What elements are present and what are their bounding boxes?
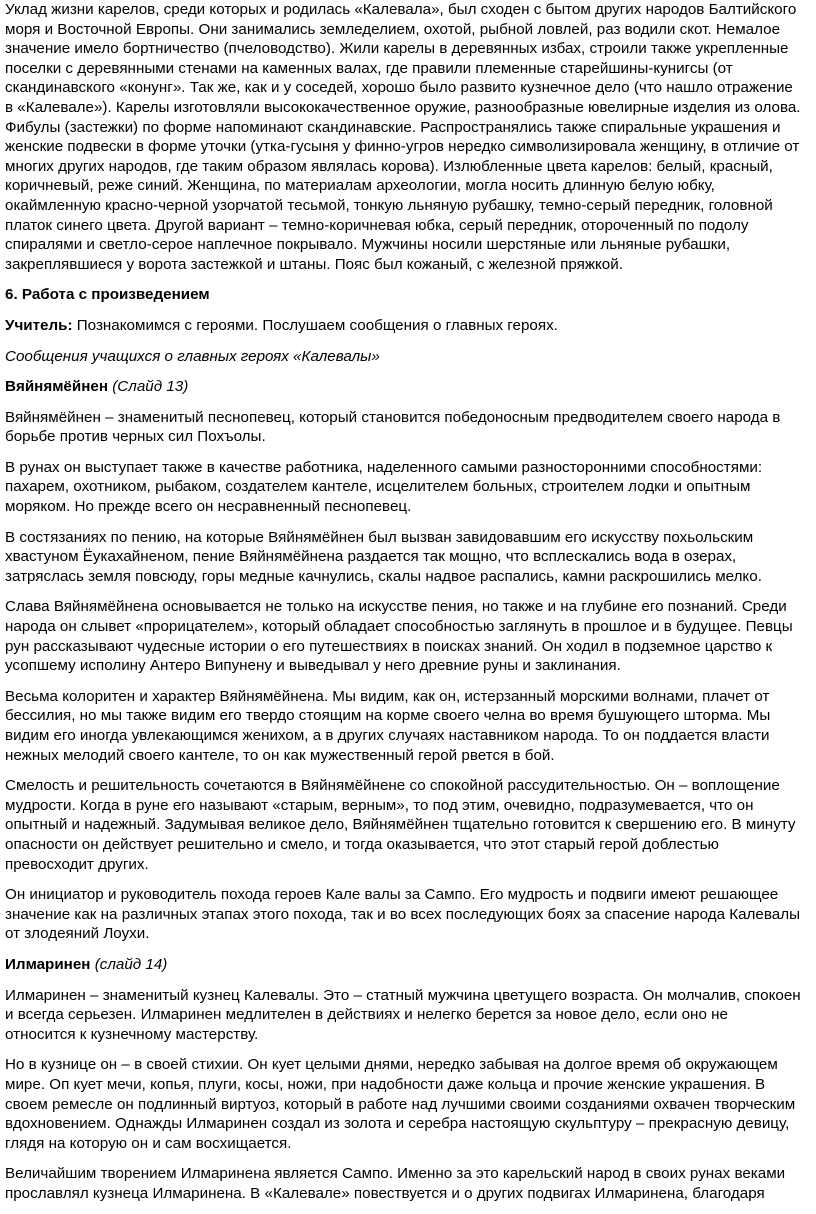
section-heading: 6. Работа с произведением [5,286,210,304]
hero2-paragraph: Илмаринен – знаменитый кузнец Калевалы. Это – статный мужчина цветущего возраста. Он молчалив, спокоен и всегда серьезен. Илмаринен медлителен в действиях и нелегко берется за новое дело, если оно не относится к кузнечному мастерству. [5,986,801,1043]
hero2-heading [5,955,801,975]
hero1-paragraph: В состязаниях по пению, на которые Вяйнямёйнен был вызван завидовавшим его искусству похьольским хвастуном Ёукахайненом, пение Вяйнямёйнена раздается так мощно, что всплескались вода в озерах, затряслась земля повсюду, горы медные качнулись, скалы надвое распались, камни раскрошились мелко. [5,528,762,585]
hero1-paragraph: Он инициатор и руководитель похода героев Кале валы за Сампо. Его мудрость и подвиги имеют решающее значение как на различных этапах этого похода, так и во всех последующих боях за спасение народа Калевалы от злодеяний Лоухи. [5,886,800,943]
hero2-name: Илмаринен [5,955,91,973]
teacher-text: Познакомимся с героями. Послушаем сообщения о главных героях. [72,316,558,334]
hero1-paragraph: В рунах он выступает также в качестве работника, наделенного самыми разносторонними способностями: пахарем, охотником, рыбаком, создателем кантеле, исцелителем больных, строителем лодки и опытным моряком. Но прежде всего он несравненный песнопевец. [5,458,763,516]
intro-paragraph: Уклад жизни карелов, среди которых и родилась «Калевала», был сходен с бытом других народов Балтийского моря и Восточной Европы. Они занимались земледелием, охотой, рыбной ловлей, раз водили скот. Немалое значение имело бортничество (пчеловодство). Жили карелы в деревянных избах, строили также укрепленные поселки с деревянными стенами на каменных валах, где правили племенные старейшины-кунигсы (от скандинавского «конунг». Так же, как и у соседей, хорошо было развито кузнечное дело (что нашло отражение в «Калевале»). Карелы изготовляли высококачественное оружие, разнообразные ювелирные изделия из олова. Фибулы (застежки) по форме напоминают скандинавские. Распространялись также спиральные украшения и женские подвески в форме уточки (утка-гусыня у финно-угров нередко символизировала женщину, в отличие от многих других народов, где таким образом являлась корова). Излюбленные цвета карелов: белый, красный, коричневый, реже синий. Женщина, по материалам археологии, могла носить длинную белую юбку, окаймленную красно-черной узорчатой тесьмой, тонкую льняную рубашку, темно-серый передник, головной платок синего цвета. Другой вариант – темно-коричневая юбка, серый передник, отороченный по подолу спиралями и светло-серое наплечное покрывало. Мужчины носили шерстяные или льняные рубашки, закреплявшиеся у ворота застежкой и штаны. Пояс был кожаный, с железной пряжкой. [5,1,801,273]
hero1-paragraph: Слава Вяйнямёйнена основывается не только на искусстве пения, но также и на глубине его познаний. Среди народа он слывет «прорицателем», который обладает способностью заглянуть в прошлое и в будущее. Певцы рун рассказывают чудесные истории о его путешествиях в поисках знаний. Он ходил в подземное царство к усопшему исполину Антеро Випунену и выведывал у него древние руны и заклинания. [5,598,793,675]
hero1-paragraph: Весьма колоритен и характер Вяйнямёйнена. Мы видим, как он, истерзанный морскими волнами, плачет от бессилия, но мы также видим его твердо стоящим на корме своего челна во время бушующего шторма. Мы видим его иногда увлекающимся женихом, а в других случаях наставником народа. То он поддается власти нежных мелодий своего кантеле, то он как мужественный герой рвется в бой. [5,687,771,764]
hero1-paragraph: Вяйнямёйнен – знаменитый песнопевец, который становится победоносным предводителем своего народа в борьбе против черных сил Похъолы. [5,408,781,446]
teacher-label: Учитель: [5,316,73,334]
students-caption: Сообщения учащихся о главных героях «Калевалы» [5,347,380,365]
hero1-name: Вяйнямёйнен [5,378,109,396]
hero2-paragraph: Но в кузнице он – в своей стихии. Он кует целыми днями, нередко забывая на долгое время об окружающем мире. Оп кует мечи, копья, плуги, косы, ножи, при надобности даже кольца и прочие женские украшения. В своем ремесле он подлинный виртуоз, который в работе над лучшими своими созданиями охвачен творческим вдохновением. Однажды Илмаринен создал из золота и серебра настоящую скульптуру – прекрасную девицу, глядя на которую он и сам восхищается. [5,1056,796,1152]
hero1-paragraph: Смелость и решительность сочетаются в Вяйнямёйнене со спокойной рассудительностью. Он – воплощение мудрости. Когда в руне его называют «старым, верным», то под этим, очевидно, подразумевается, что он опытный и надежный. Задумывая великое дело, Вяйнямёйнен тщательно готовится к свершению его. В минуту опасности он действует решительно и смело, и тогда оказывается, что этот старый герой доблестью превосходит других. [5,777,796,873]
hero1-slide: (Слайд 13) [112,378,189,396]
document-page [5,0,801,1214]
teacher-line [5,316,801,336]
hero1-heading [5,377,801,397]
hero2-slide: (слайд 14) [94,955,168,973]
hero2-paragraph: Величайшим творением Илмаринена является Сампо. Именно за это карельский народ в своих рунах веками прославлял кузнеца Илмаринена. В «Калевале» повествуется и о других подвигах Илмаринена, благодаря [5,1165,786,1202]
